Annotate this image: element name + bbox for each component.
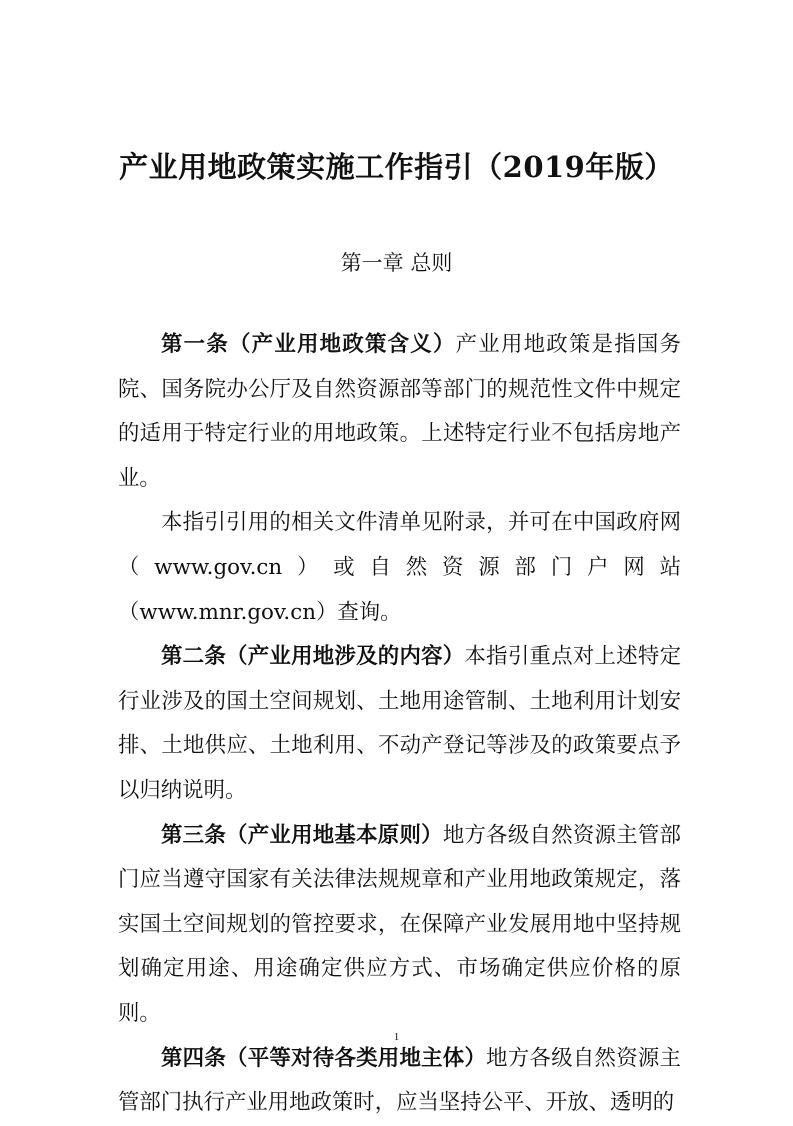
article-1-heading: 第一条（产业用地政策含义） bbox=[161, 332, 456, 357]
article-2-text: 本指引重点对上述特定行业涉及的国土空间规划、土地用途管制、土地利用计划安排、土地供应、土地利用、不动产登记等涉及的政策要点予以归纳说明。 bbox=[118, 644, 681, 803]
article-4-text: 地方各级自然资源主管部门执行产业用地政策时，应当坚持公平、开放、透明的 bbox=[118, 1045, 681, 1116]
article-4-paragraph bbox=[118, 1037, 681, 1126]
article-4-heading: 第四条（平等对待各类用地主体） bbox=[161, 1045, 487, 1071]
reference-paragraph bbox=[118, 501, 681, 635]
article-2-paragraph bbox=[118, 635, 681, 813]
page-number: 1 bbox=[393, 1031, 400, 1043]
reference-text: 本指引引用的相关文件清单见附录，并可在中国政府网（www.gov.cn）或自然资源部门户网站（www.mnr.gov.cn）查询。 bbox=[118, 510, 681, 625]
article-3-paragraph bbox=[118, 814, 681, 1037]
article-3-text: 地方各级自然资源主管部门应当遵守国家有关法律法规规章和产业用地政策规定，落实国土空间规划的管控要求，在保障产业发展用地中坚持规划确定用途、用途确定供应方式、市场确定供应价格的原则。 bbox=[118, 822, 681, 1026]
document-title: 产业用地政策实施工作指引（2019年版） bbox=[119, 150, 674, 184]
document-body bbox=[118, 323, 681, 1126]
article-2-heading: 第二条（产业用地涉及的内容） bbox=[161, 644, 465, 670]
article-1-paragraph bbox=[118, 323, 681, 501]
article-1-text: 产业用地政策是指国务院、国务院办公厅及自然资源部等部门的规范性文件中规定的适用于特定行业的用地政策。上述特定行业不包括房地产业。 bbox=[118, 332, 681, 491]
article-3-heading: 第三条（产业用地基本原则） bbox=[161, 822, 443, 848]
chapter-heading: 第一章 总则 bbox=[340, 251, 453, 275]
